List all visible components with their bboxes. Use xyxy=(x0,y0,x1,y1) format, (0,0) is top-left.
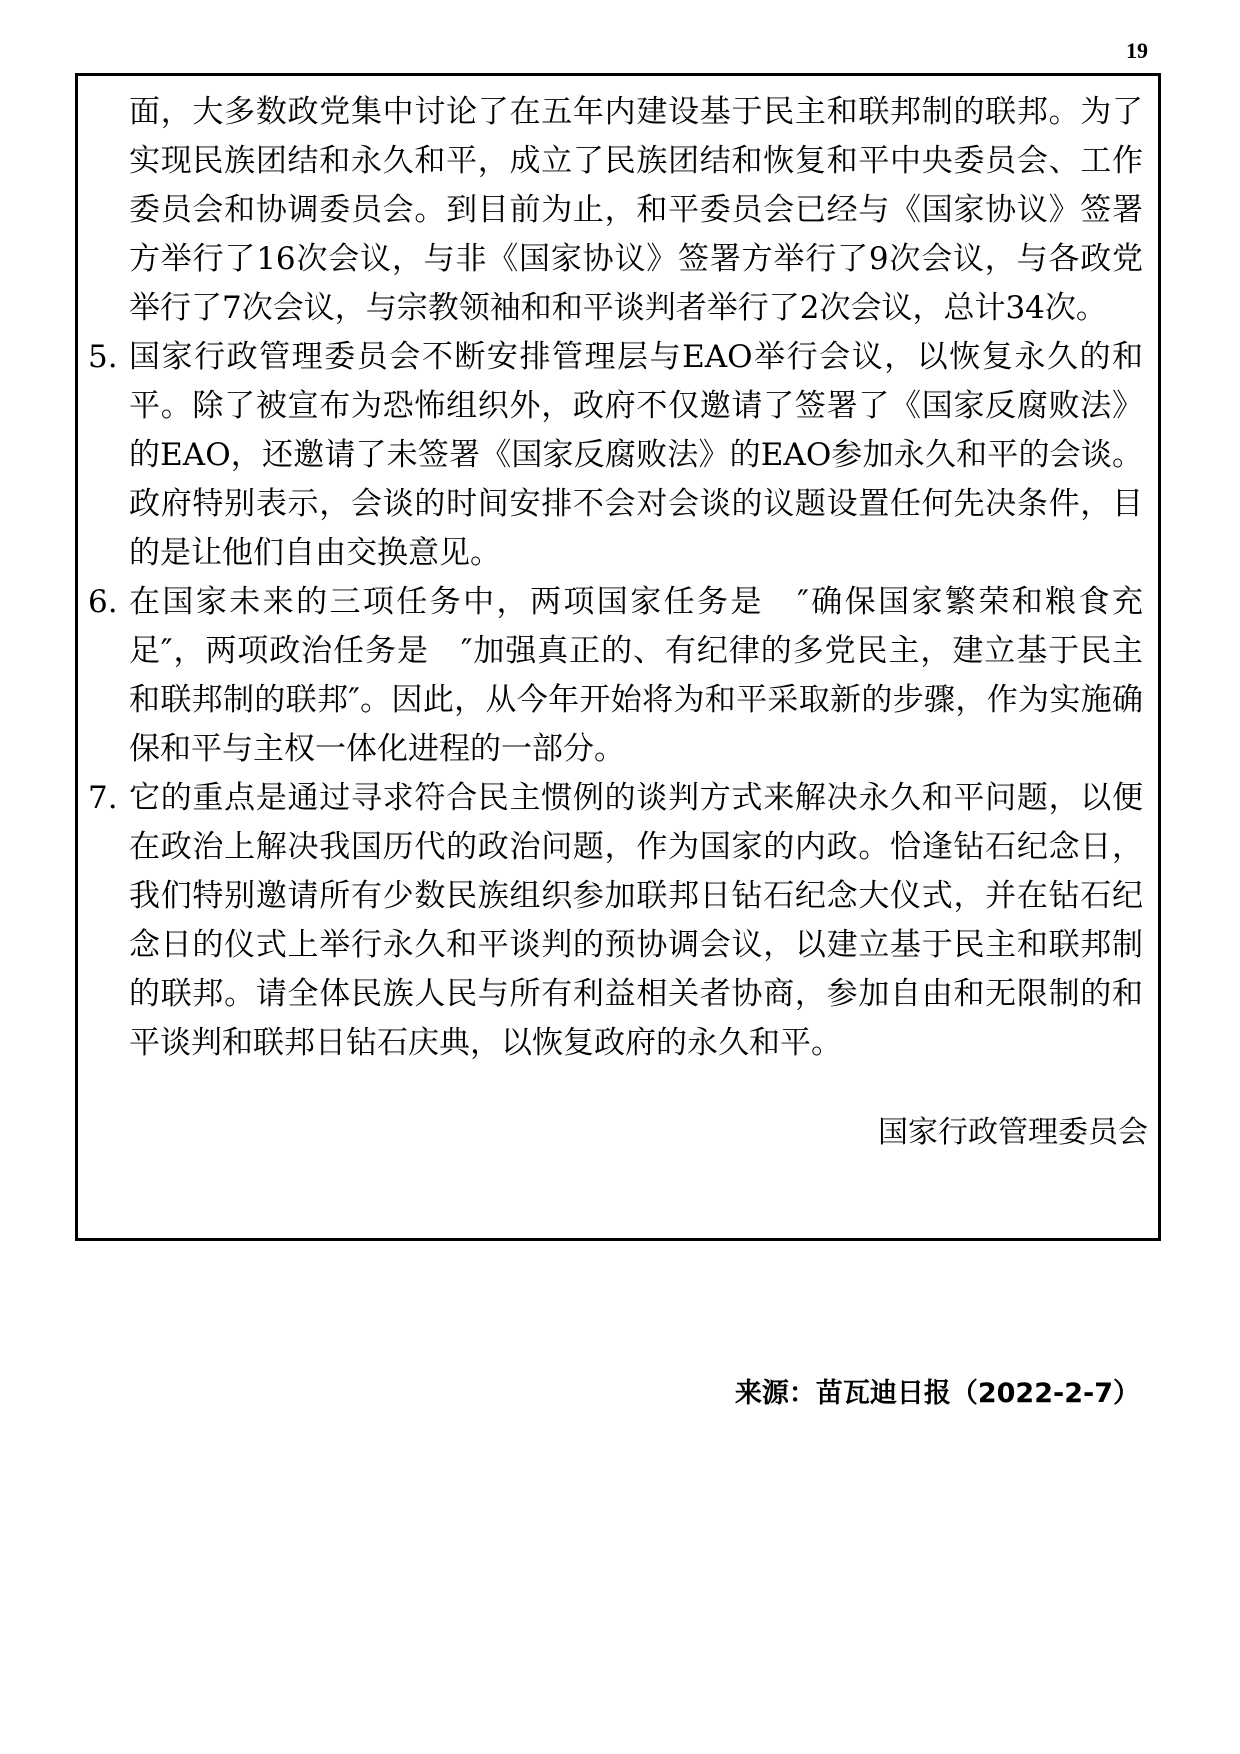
announcement-body xyxy=(88,88,1143,1068)
announcement-box xyxy=(75,73,1161,1241)
paragraph-number: 7. xyxy=(88,780,118,816)
paragraph-text: 它的重点是通过寻求符合民主惯例的谈判方式来解决永久和平问题，以便在政治上解决我国历代的政治问题，作为国家的内政。恰逢钻石纪念日，我们特别邀请所有少数民族组织参加联邦日钻石纪念大仪式，并在钻石纪念日的仪式上举行永久和平谈判的预协调会议，以建立基于民主和联邦制的联邦。请全体民族人民与所有利益相关者协商，参加自由和无限制的和平谈判和联邦日钻石庆典，以恢复政府的永久和平。 xyxy=(129,780,1143,1061)
paragraph-text: 在国家未来的三项任务中，两项国家任务是 ″确保国家繁荣和粮食充足″，两项政治任务是 ″加强真正的、有纪律的多党民主，建立基于民主和联邦制的联邦″。因此，从今年开始将为和平采取新的步骤，作为实施确保和平与主权一体化进程的一部分。 xyxy=(129,584,1143,767)
paragraph-5 xyxy=(88,333,1143,578)
paragraph-text: 面，大多数政党集中讨论了在五年内建设基于民主和联邦制的联邦。为了实现民族团结和永久和平，成立了民族团结和恢复和平中央委员会、工作委员会和协调委员会。到目前为止，和平委员会已经与《国家协议》签署方举行了16次会议，与非《国家协议》签署方举行了9次会议，与各政党举行了7次会议，与宗教领袖和和平谈判者举行了2次会议，总计34次。 xyxy=(129,94,1143,326)
signature: 国家行政管理委员会 xyxy=(878,1115,1148,1150)
paragraph-text: 国家行政管理委员会不断安排管理层与EAO举行会议，以恢复永久的和平。除了被宣布为恐怖组织外，政府不仅邀请了签署了《国家反腐败法》的EAO，还邀请了未签署《国家反腐败法》的EAO参加永久和平的会谈。政府特别表示，会谈的时间安排不会对会谈的议题设置任何先决条件，目的是让他们自由交换意见。 xyxy=(129,339,1143,571)
page-number: 19 xyxy=(1126,38,1148,63)
paragraph-number: 5. xyxy=(88,339,118,375)
paragraph-number: 6. xyxy=(88,584,118,620)
paragraph-6 xyxy=(88,578,1143,774)
paragraph-7 xyxy=(88,774,1143,1068)
paragraph-continued xyxy=(88,88,1143,333)
source-citation: 来源：苗瓦迪日报（2022-2-7） xyxy=(734,1378,1140,1409)
